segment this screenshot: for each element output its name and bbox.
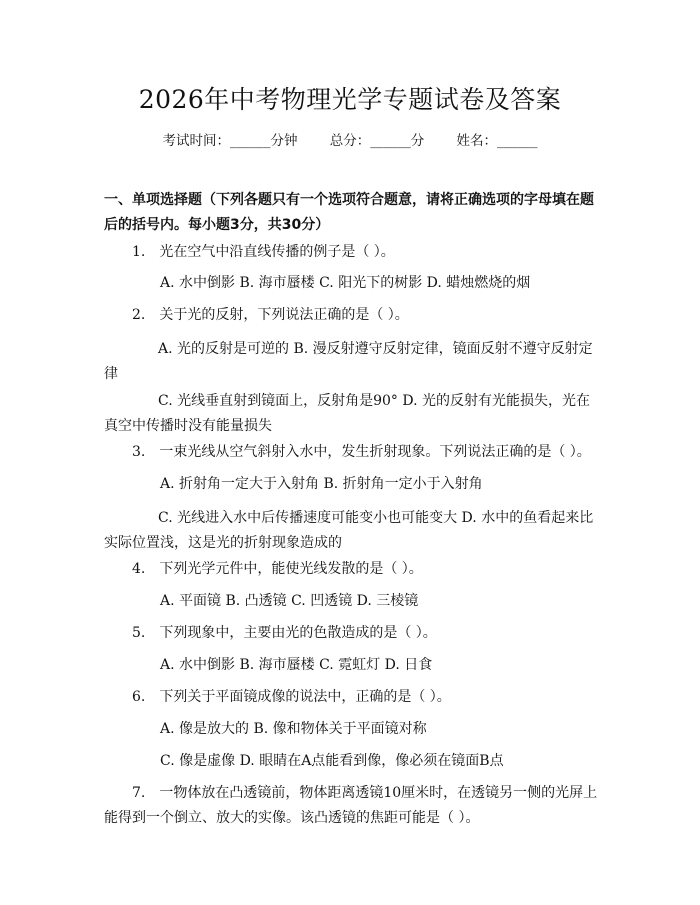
question-5-options: A. 水中倒影 B. 海市蜃楼 C. 霓虹灯 D. 日食 — [160, 657, 433, 673]
question-6: 6. 下列关于平面镜成像的说法中，正确的是（ ）。 — [132, 689, 451, 705]
page-title: 2026年中考物理光学专题试卷及答案 — [138, 85, 562, 114]
question-6-options-ab: A. 像是放大的 B. 像和物体关于平面镜对称 — [160, 721, 427, 737]
question-2-options-cd: C. 光线垂直射到镜面上，反射角是90° D. 光的反射有光能损失，光在真空中传播时没有能量损失 — [104, 393, 591, 434]
question-3-options-cd: C. 光线进入水中后传播速度可能变小也可能变大 D. 水中的鱼看起来比实际位置浅，这是光的折射现象造成的 — [104, 510, 594, 551]
question-1-options: A. 水中倒影 B. 海市蜃楼 C. 阳光下的树影 D. 蜡烛燃烧的烟 — [160, 275, 531, 291]
question-5: 5. 下列现象中，主要由光的色散造成的是（ ）。 — [132, 625, 437, 641]
question-3-options-ab: A. 折射角一定大于入射角 B. 折射角一定小于入射角 — [160, 476, 483, 492]
question-2-options-ab: A. 光的反射是可逆的 B. 漫反射遵守反射定律，镜面反射不遵守反射定律 — [104, 341, 593, 382]
section-heading: 一、单项选择题（下列各题只有一个选项符合题意，请将正确选项的字母填在题后的括号内。每小题3分，共30分） — [104, 192, 594, 233]
exam-time-field: 考试时间：______分钟 — [162, 133, 298, 149]
question-2: 2. 关于光的反射，下列说法正确的是（ ）。 — [132, 307, 409, 323]
name-field: 姓名：______ — [456, 133, 538, 149]
total-score-field: 总分：______分 — [329, 133, 425, 149]
question-7: 7. 一物体放在凸透镜前，物体距离透镜10厘米时，在透镜另一侧的光屏上能得到一个倒立、放大的实像。该凸透镜的焦距可能是（ ）。 — [104, 785, 598, 826]
question-4-options: A. 平面镜 B. 凸透镜 C. 凹透镜 D. 三棱镜 — [160, 593, 419, 609]
question-1: 1. 光在空气中沿直线传播的例子是（ ）。 — [132, 244, 395, 260]
exam-meta — [0, 131, 700, 151]
question-4: 4. 下列光学元件中，能使光线发散的是（ ）。 — [132, 561, 423, 577]
question-3: 3. 一束光线从空气斜射入水中，发生折射现象。下列说法正确的是（ ）。 — [132, 444, 591, 460]
question-6-options-cd: C. 像是虚像 D. 眼睛在A点能看到像，像必须在镜面B点 — [160, 753, 504, 769]
